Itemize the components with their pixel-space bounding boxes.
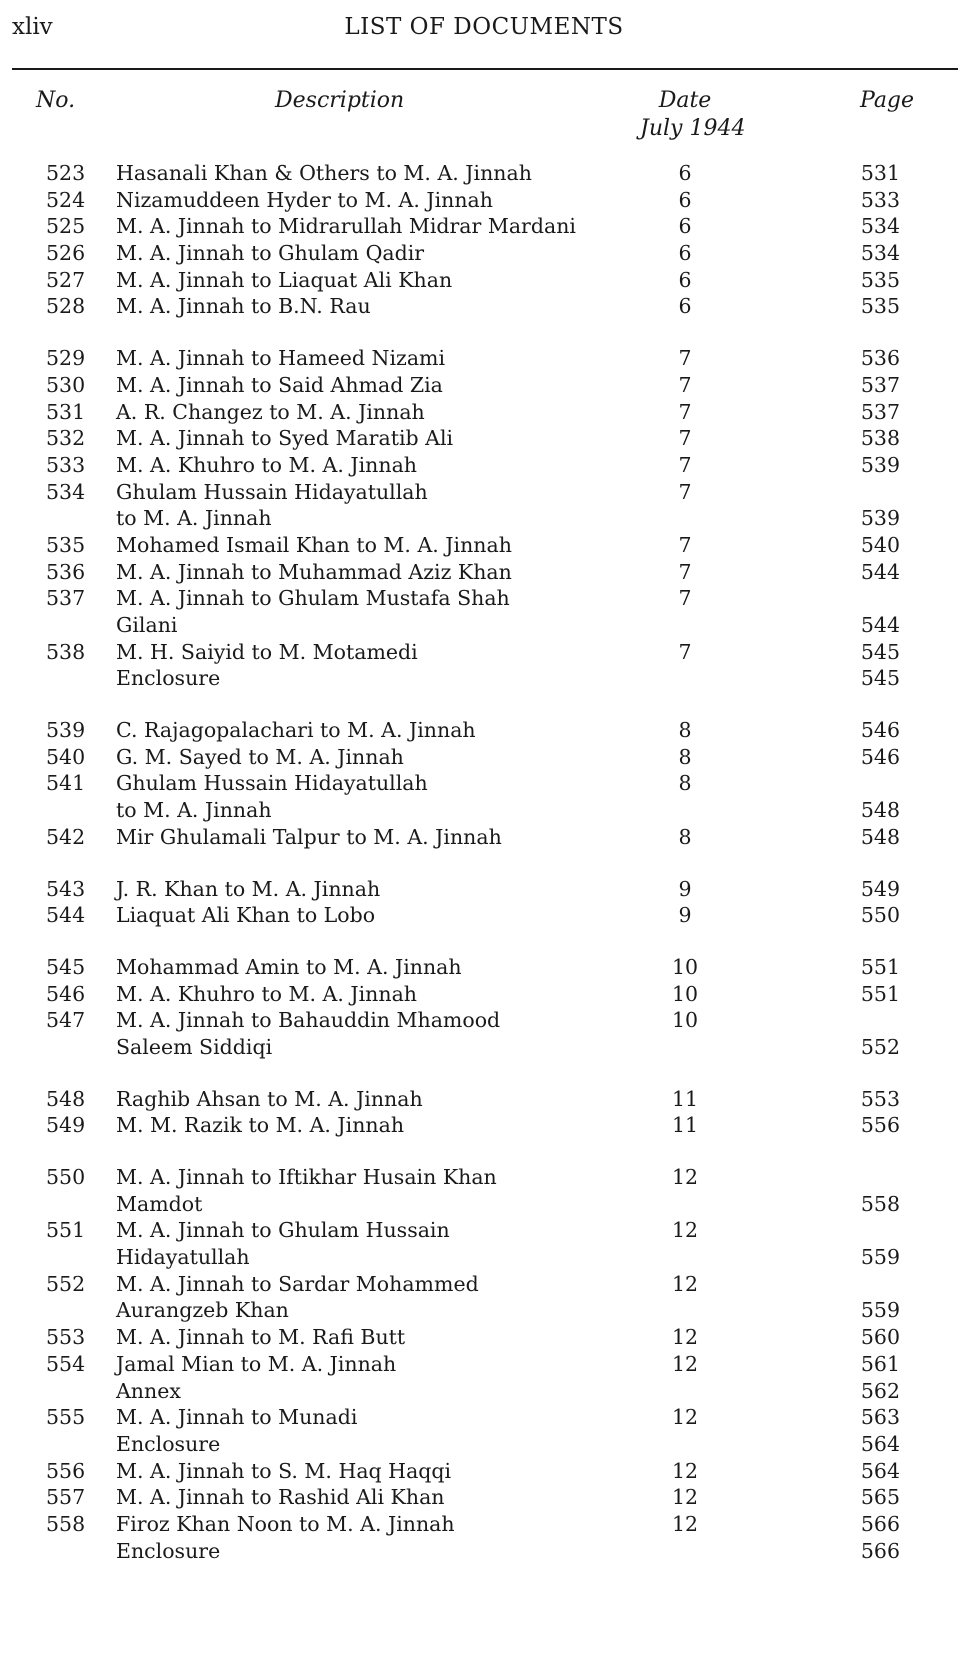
document-page: 537: [860, 372, 900, 397]
document-date: 12: [671, 1485, 699, 1510]
entry-line: [0, 1538, 968, 1565]
entry-line: [0, 954, 968, 981]
document-number: 546: [46, 981, 86, 1006]
date-group: [0, 1164, 968, 1564]
entry-line: [0, 452, 968, 479]
document-page: 546: [860, 718, 900, 743]
document-page: 545: [860, 666, 900, 691]
document-number: 556: [46, 1458, 86, 1483]
document-entry: [0, 372, 968, 399]
entry-line: [0, 744, 968, 771]
document-page: 552: [860, 1034, 900, 1059]
document-entry: [0, 452, 968, 479]
document-entry: [0, 744, 968, 771]
document-description: M. A. Jinnah to M. Rafi Butt: [116, 1325, 406, 1350]
document-page: 549: [860, 876, 900, 901]
entry-line: [0, 213, 968, 240]
document-description: Aurangzeb Khan: [116, 1298, 289, 1323]
entry-line: [0, 267, 968, 294]
document-page: 564: [860, 1431, 900, 1456]
document-date: 8: [678, 744, 692, 769]
document-entry: [0, 293, 968, 320]
document-entry: [0, 1351, 968, 1404]
document-description: Enclosure: [116, 1431, 221, 1456]
document-description: M. A. Jinnah to Hameed Nizami: [116, 346, 446, 371]
entry-line: [0, 639, 968, 666]
document-page: 548: [860, 798, 900, 823]
column-header-date-month: July 1944: [640, 116, 746, 141]
document-number: 543: [46, 876, 86, 901]
date-group: [0, 1086, 968, 1139]
document-entry: [0, 1458, 968, 1485]
document-description: Raghib Ahsan to M. A. Jinnah: [116, 1086, 423, 1111]
document-page: 536: [860, 346, 900, 371]
entry-line: [0, 981, 968, 1008]
document-entry: [0, 399, 968, 426]
entry-line: [0, 665, 968, 692]
date-group: [0, 876, 968, 929]
document-description: to M. A. Jinnah: [116, 798, 272, 823]
document-page: 565: [860, 1485, 900, 1510]
document-page: 551: [860, 981, 900, 1006]
column-header-page: Page: [860, 88, 915, 113]
document-description: Mamdot: [116, 1191, 203, 1216]
document-date: 10: [671, 1008, 699, 1033]
entry-line: [0, 1271, 968, 1298]
document-description: Mir Ghulamali Talpur to M. A. Jinnah: [116, 824, 502, 849]
document-number: 538: [46, 639, 86, 664]
document-description: M. H. Saiyid to M. Motamedi: [116, 639, 418, 664]
document-entry: [0, 213, 968, 240]
document-number: 533: [46, 452, 86, 477]
entry-line: [0, 240, 968, 267]
document-description: M. A. Jinnah to Midrarullah Midrar Mardani: [116, 214, 576, 239]
entry-line: [0, 1191, 968, 1218]
document-description: Enclosure: [116, 666, 221, 691]
entry-line: [0, 1351, 968, 1378]
document-number: 525: [46, 214, 86, 239]
document-page: 540: [860, 532, 900, 557]
document-number: 558: [46, 1511, 86, 1536]
document-date: 12: [671, 1271, 699, 1296]
document-page: 533: [860, 187, 900, 212]
document-description: M. A. Jinnah to Munadi: [116, 1405, 358, 1430]
document-description: Hasanali Khan & Others to M. A. Jinnah: [116, 161, 532, 185]
document-description: M. A. Jinnah to Liaquat Ali Khan: [116, 267, 453, 292]
document-page: 564: [860, 1458, 900, 1483]
document-date: 7: [678, 452, 692, 477]
document-date: 12: [671, 1458, 699, 1483]
entry-line: [0, 399, 968, 426]
entry-line: [0, 1244, 968, 1271]
column-headers: [0, 88, 968, 148]
document-description: M. A. Khuhro to M. A. Jinnah: [116, 981, 418, 1006]
entry-line: [0, 559, 968, 586]
document-date: 6: [678, 187, 692, 212]
entry-line: [0, 187, 968, 214]
entry-line: [0, 1034, 968, 1061]
document-entry: [0, 559, 968, 586]
document-date: 7: [678, 586, 692, 611]
document-entry: [0, 345, 968, 372]
entry-line: [0, 797, 968, 824]
column-header-description: Description: [275, 88, 405, 113]
document-number: 535: [46, 532, 86, 557]
document-entry: [0, 824, 968, 851]
document-description: M. A. Jinnah to Ghulam Hussain: [116, 1218, 450, 1243]
document-entry: [0, 1007, 968, 1060]
document-list: [0, 160, 968, 1589]
document-page: 560: [860, 1325, 900, 1350]
document-description: Enclosure: [116, 1538, 221, 1563]
document-description: M. A. Jinnah to Sardar Mohammed: [116, 1271, 479, 1296]
document-description: Mohammad Amin to M. A. Jinnah: [116, 954, 462, 979]
document-number: 534: [46, 479, 86, 504]
document-page: 563: [860, 1405, 900, 1430]
document-date: 12: [671, 1511, 699, 1536]
document-page: 559: [860, 1298, 900, 1323]
document-number: 526: [46, 241, 86, 266]
entry-line: [0, 1217, 968, 1244]
document-description: Hidayatullah: [116, 1245, 250, 1270]
document-entry: [0, 1217, 968, 1270]
document-description: Liaquat Ali Khan to Lobo: [116, 903, 376, 928]
document-date: 7: [678, 559, 692, 584]
date-group: [0, 160, 968, 320]
document-number: 540: [46, 744, 86, 769]
document-entry: [0, 1324, 968, 1351]
entry-line: [0, 372, 968, 399]
document-page: 545: [860, 639, 900, 664]
document-entry: [0, 1404, 968, 1457]
document-number: 531: [46, 399, 86, 424]
running-head: [0, 14, 968, 54]
document-description: A. R. Changez to M. A. Jinnah: [116, 399, 425, 424]
document-number: 555: [46, 1405, 86, 1430]
document-date: 6: [678, 241, 692, 266]
document-page: 556: [860, 1113, 900, 1138]
document-description: M. A. Jinnah to S. M. Haq Haqqi: [116, 1458, 452, 1483]
entry-line: [0, 1378, 968, 1405]
document-description: Annex: [116, 1378, 181, 1403]
document-description: Mohamed Ismail Khan to M. A. Jinnah: [116, 532, 512, 557]
document-date: 11: [671, 1113, 699, 1138]
document-page: 546: [860, 744, 900, 769]
entry-line: [0, 160, 968, 187]
document-entry: [0, 902, 968, 929]
document-date: 12: [671, 1405, 699, 1430]
document-page: 566: [860, 1538, 900, 1563]
document-number: 524: [46, 187, 86, 212]
entry-line: [0, 876, 968, 903]
document-number: 541: [46, 771, 86, 796]
document-number: 536: [46, 559, 86, 584]
document-number: 551: [46, 1218, 86, 1243]
document-number: 539: [46, 718, 86, 743]
document-number: 549: [46, 1113, 86, 1138]
entry-line: [0, 345, 968, 372]
document-entry: [0, 876, 968, 903]
document-page: 534: [860, 214, 900, 239]
date-group: [0, 954, 968, 1061]
document-description: to M. A. Jinnah: [116, 506, 272, 531]
document-date: 12: [671, 1325, 699, 1350]
document-description: M. A. Jinnah to Syed Maratib Ali: [116, 426, 454, 451]
document-entry: [0, 1484, 968, 1511]
document-number: 550: [46, 1165, 86, 1189]
entry-line: [0, 1007, 968, 1034]
document-page: 558: [860, 1191, 900, 1216]
document-number: 529: [46, 346, 86, 371]
document-page: 544: [860, 613, 900, 637]
document-description: M. A. Jinnah to Ghulam Qadir: [116, 241, 425, 266]
document-date: 7: [678, 479, 692, 504]
document-page: 535: [860, 294, 900, 319]
document-entry: [0, 1271, 968, 1324]
document-description: M. A. Jinnah to Rashid Ali Khan: [116, 1485, 445, 1510]
document-date: 11: [671, 1086, 699, 1111]
document-description: Ghulam Hussain Hidayatullah: [116, 771, 428, 796]
document-description: Gilani: [116, 613, 178, 637]
document-date: 6: [678, 214, 692, 239]
document-number: 557: [46, 1485, 86, 1510]
document-description: Ghulam Hussain Hidayatullah: [116, 479, 428, 504]
document-date: 6: [678, 161, 692, 185]
document-date: 12: [671, 1165, 699, 1189]
document-entry: [0, 981, 968, 1008]
document-date: 6: [678, 267, 692, 292]
document-entry: [0, 532, 968, 559]
document-date: 12: [671, 1218, 699, 1243]
document-description: M. A. Jinnah to Muhammad Aziz Khan: [116, 559, 512, 584]
document-description: M. A. Jinnah to Ghulam Mustafa Shah: [116, 586, 510, 611]
document-page: 561: [860, 1351, 900, 1376]
document-page: 562: [860, 1378, 900, 1403]
document-description: M. A. Jinnah to Iftikhar Husain Khan: [116, 1165, 497, 1189]
document-description: M. A. Jinnah to Bahauddin Mhamood: [116, 1008, 501, 1033]
document-description: Jamal Mian to M. A. Jinnah: [116, 1351, 397, 1376]
document-date: 7: [678, 372, 692, 397]
entry-line: [0, 1164, 968, 1191]
document-number: 545: [46, 954, 86, 979]
column-header-date: Date: [658, 88, 712, 113]
entry-line: [0, 425, 968, 452]
document-description: C. Rajagopalachari to M. A. Jinnah: [116, 718, 476, 743]
document-page: 559: [860, 1245, 900, 1270]
document-number: 544: [46, 903, 86, 928]
document-page: 550: [860, 903, 900, 928]
entry-line: [0, 479, 968, 506]
header-rule: [12, 68, 958, 70]
document-date: 10: [671, 981, 699, 1006]
entry-line: [0, 717, 968, 744]
entry-line: [0, 293, 968, 320]
document-date: 6: [678, 294, 692, 319]
document-entry: [0, 1112, 968, 1139]
document-entry: [0, 639, 968, 692]
document-description: Nizamuddeen Hyder to M. A. Jinnah: [116, 187, 493, 212]
document-entry: [0, 1511, 968, 1564]
entry-line: [0, 770, 968, 797]
document-number: 548: [46, 1086, 86, 1111]
entry-line: [0, 1324, 968, 1351]
document-page: 539: [860, 452, 900, 477]
date-group: [0, 717, 968, 850]
document-number: 528: [46, 294, 86, 319]
document-number: 523: [46, 161, 86, 185]
entry-line: [0, 585, 968, 612]
document-description: Saleem Siddiqi: [116, 1034, 273, 1059]
document-page: 537: [860, 399, 900, 424]
document-page: 551: [860, 954, 900, 979]
entry-line: [0, 1431, 968, 1458]
entry-line: [0, 1458, 968, 1485]
document-entry: [0, 479, 968, 532]
document-description: J. R. Khan to M. A. Jinnah: [116, 876, 381, 901]
entry-line: [0, 1404, 968, 1431]
document-entry: [0, 770, 968, 823]
page-title: LIST OF DOCUMENTS: [344, 14, 624, 40]
document-page: 566: [860, 1511, 900, 1536]
document-date: 7: [678, 532, 692, 557]
entry-line: [0, 1086, 968, 1113]
document-date: 7: [678, 346, 692, 371]
document-date: 8: [678, 771, 692, 796]
document-number: 537: [46, 586, 86, 611]
document-date: 9: [678, 876, 692, 901]
page-folio: xliv: [12, 14, 53, 40]
document-description: M. A. Khuhro to M. A. Jinnah: [116, 452, 418, 477]
document-page: 553: [860, 1086, 900, 1111]
document-number: 530: [46, 372, 86, 397]
document-date: 7: [678, 639, 692, 664]
document-description: M. M. Razik to M. A. Jinnah: [116, 1113, 405, 1138]
column-header-no: No.: [36, 88, 76, 113]
document-number: 547: [46, 1008, 86, 1033]
entry-line: [0, 902, 968, 929]
document-description: M. A. Jinnah to B.N. Rau: [116, 294, 371, 319]
entry-line: [0, 1511, 968, 1538]
entry-line: [0, 1112, 968, 1139]
document-entry: [0, 160, 968, 187]
document-number: 532: [46, 426, 86, 451]
document-entry: [0, 954, 968, 981]
document-number: 542: [46, 824, 86, 849]
document-page: 538: [860, 426, 900, 451]
document-entry: [0, 267, 968, 294]
document-page: 544: [860, 559, 900, 584]
document-date: 7: [678, 426, 692, 451]
document-number: 553: [46, 1325, 86, 1350]
document-entry: [0, 1086, 968, 1113]
document-page: 534: [860, 241, 900, 266]
document-page: 531: [860, 161, 900, 185]
document-number: 554: [46, 1351, 86, 1376]
document-entry: [0, 187, 968, 214]
document-number: 552: [46, 1271, 86, 1296]
document-date: 12: [671, 1351, 699, 1376]
document-page: 539: [860, 506, 900, 531]
entry-line: [0, 1297, 968, 1324]
document-description: Firoz Khan Noon to M. A. Jinnah: [116, 1511, 455, 1536]
document-date: 10: [671, 954, 699, 979]
entry-line: [0, 532, 968, 559]
document-entry: [0, 585, 968, 638]
entry-line: [0, 505, 968, 532]
document-entry: [0, 240, 968, 267]
document-date: 9: [678, 903, 692, 928]
date-group: [0, 345, 968, 692]
document-date: 8: [678, 718, 692, 743]
document-description: M. A. Jinnah to Said Ahmad Zia: [116, 372, 443, 397]
entry-line: [0, 1484, 968, 1511]
entry-line: [0, 824, 968, 851]
document-entry: [0, 1164, 968, 1217]
document-page: 535: [860, 267, 900, 292]
document-entry: [0, 425, 968, 452]
document-description: G. M. Sayed to M. A. Jinnah: [116, 744, 404, 769]
entry-line: [0, 612, 968, 639]
document-number: 527: [46, 267, 86, 292]
document-page: 548: [860, 824, 900, 849]
document-entry: [0, 717, 968, 744]
document-date: 8: [678, 824, 692, 849]
document-date: 7: [678, 399, 692, 424]
